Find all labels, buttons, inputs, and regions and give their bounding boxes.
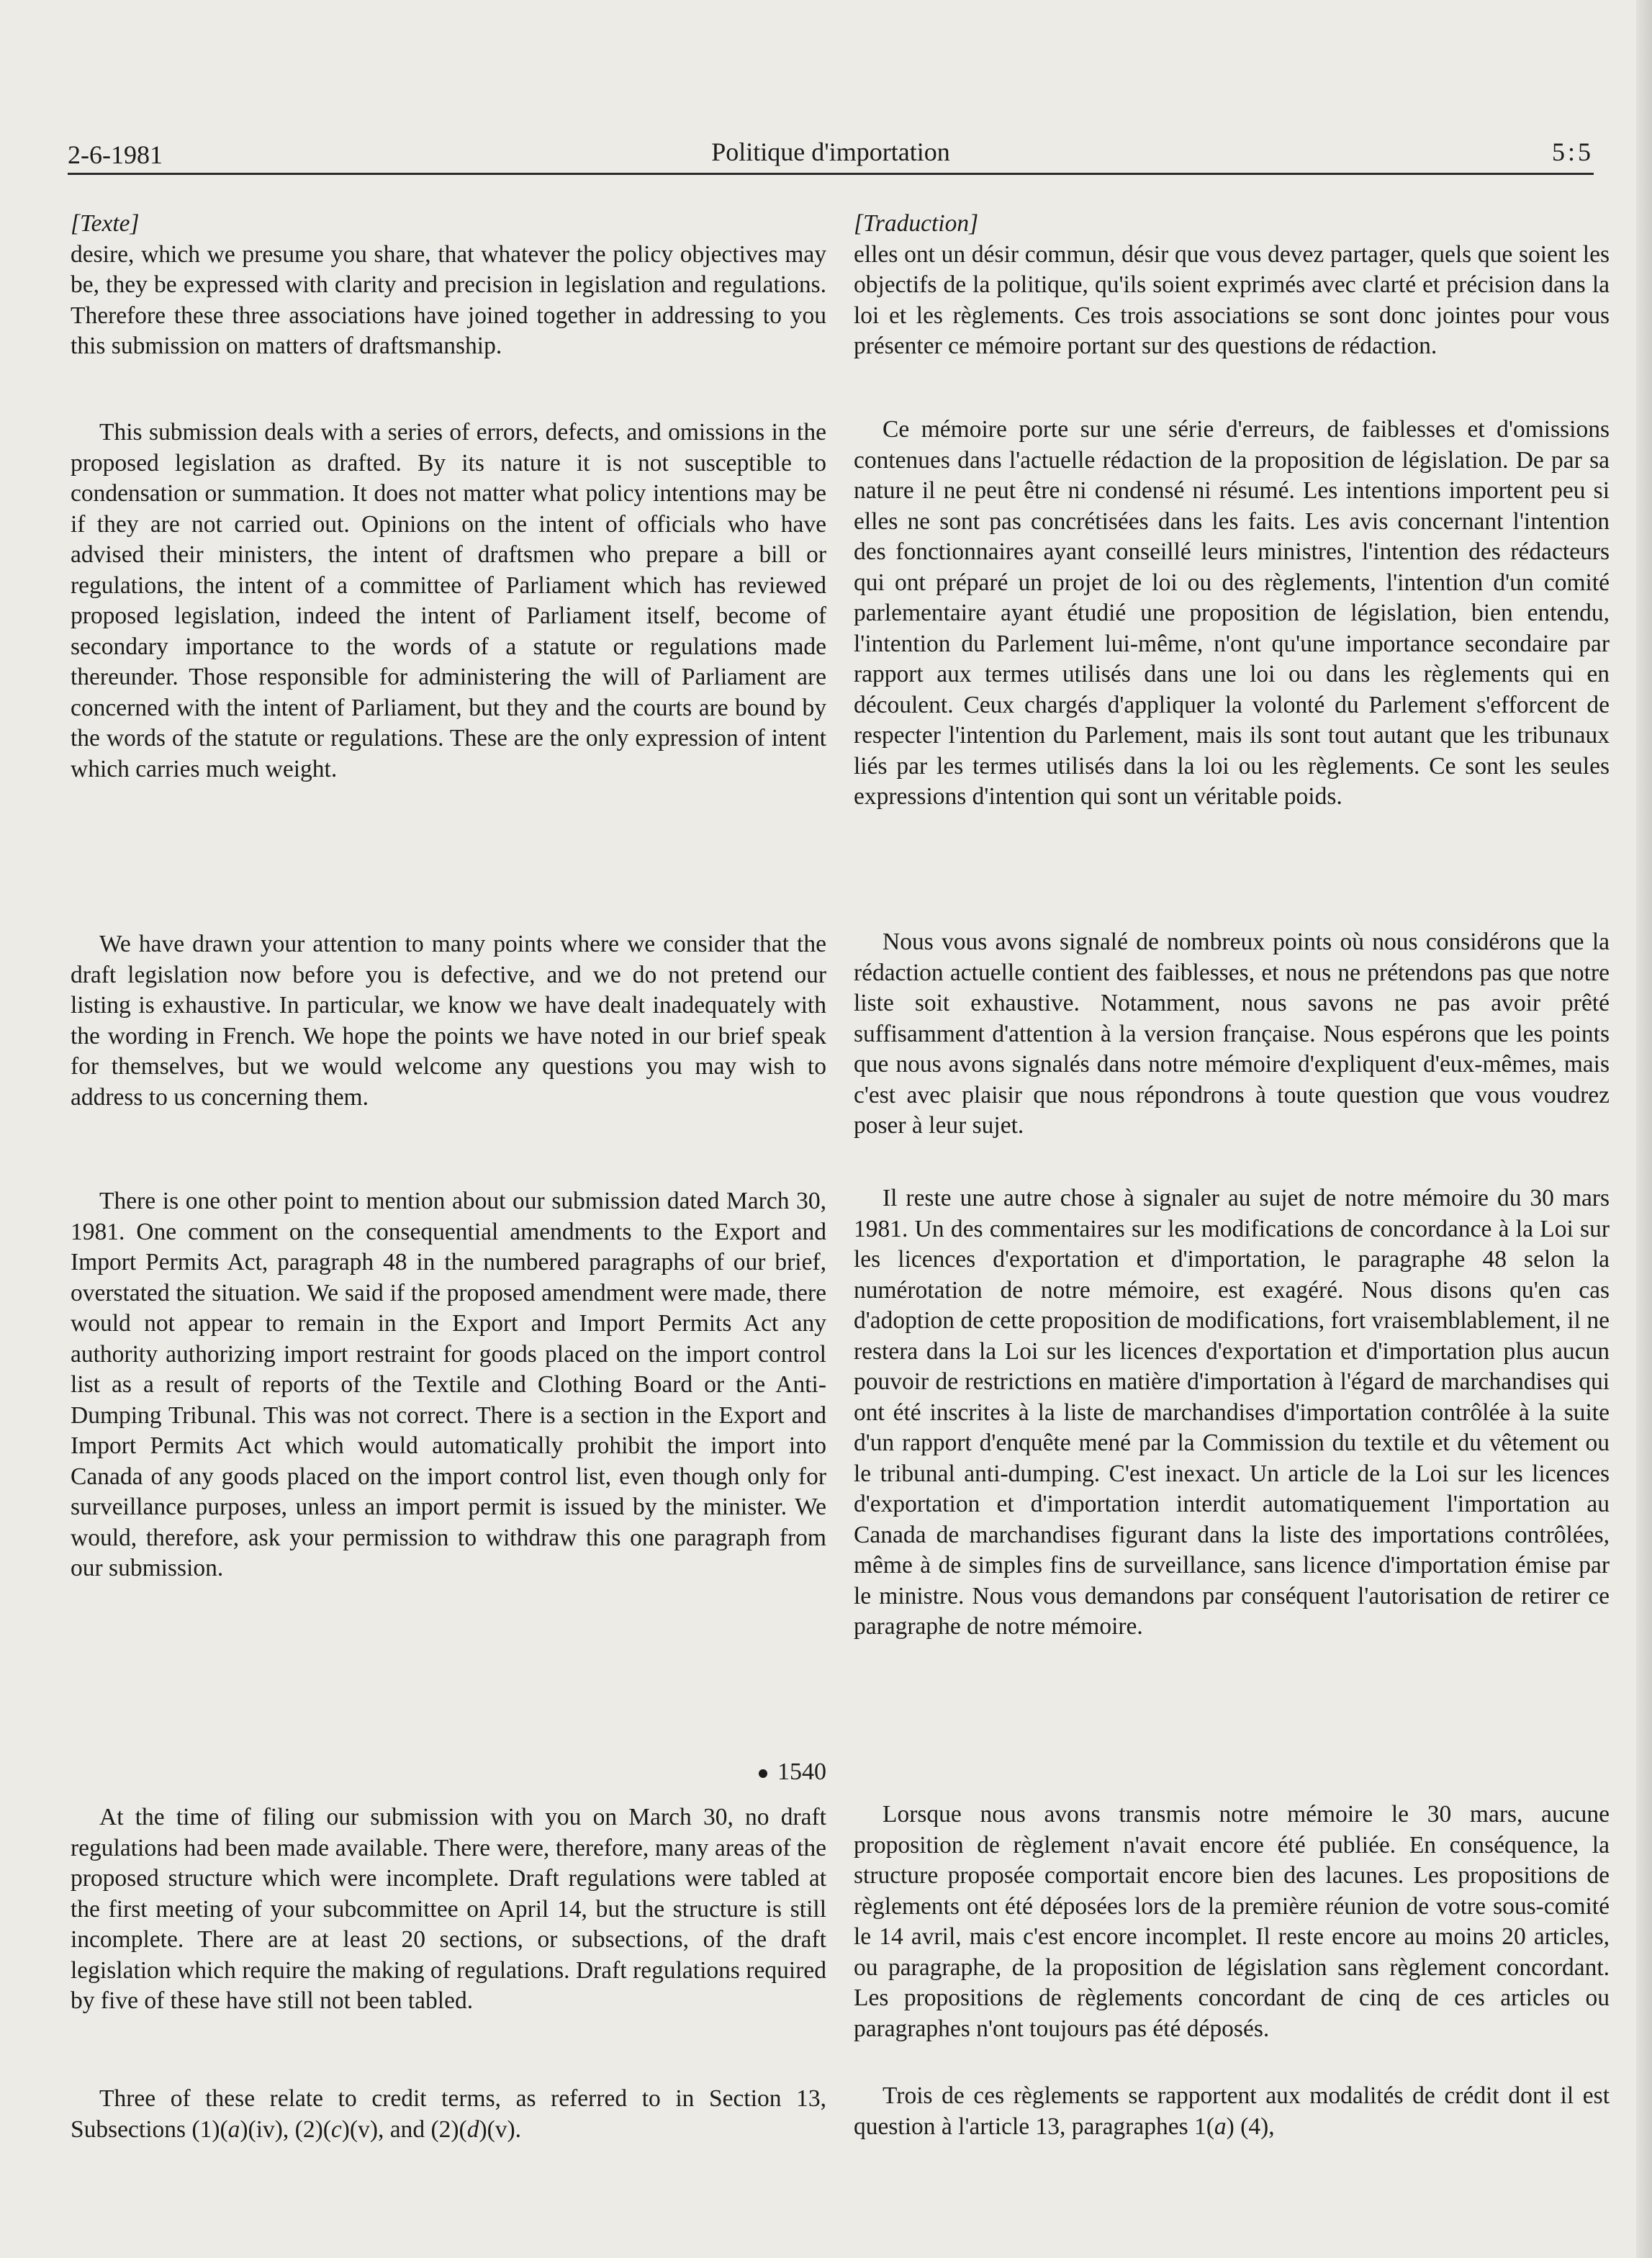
paragraph: This submission deals with a series of errors, defects, and omissions in the proposed legislation as drafted. By its nature it is not susceptible to condensation or summation. It does not matter what policy intentions may be if they are not carried out. Opinions on the intent of officials who have advised their ministers, the intent of draftsmen who prepare a bill or regulations, the intent of a committee of Parliament which has reviewed proposed legislation, indeed the intent of Parliament itself, become of secondary importance to the words of a statute or regulations made thereunder. Those responsible for administering the will of Parliament are concerned with the intent of Parliament, but they and the courts are bound by the words of the statute or regulations. These are the only expression of intent which carries much weight. <box>71 419 826 782</box>
paragraph: desire, which we presume you share, that whatever the policy objectives may be, they be expressed with clarity and precision in legislation and regulations. Therefore these three associations have joined together in addressing to you this submission on matters of draftsmanship. <box>71 240 826 359</box>
marker-number: 1540 <box>777 1758 826 1785</box>
margin-marker <box>71 1757 826 1787</box>
paragraph: At the time of filing our submission with you on March 30, no draft regulations had been made available. There were, therefore, many areas of the proposed structure which were incomplete. Draft regulations were tabled at the first meeting of your subcommittee on April 14, but the structure is still incomplete. There are at least 20 sections, or subsections, of the draft legislation which require the making of regulations. Draft regulations required by five of these have still not been tabled. <box>71 1804 826 2014</box>
page-edge <box>1636 0 1652 2258</box>
paragraph: Nous vous avons signalé de nombreux points où nous considérons que la rédaction actuelle contient des faiblesses, et nous ne prétendons pas que notre liste soit exhaustive. Notamment, nous savons ne pas avoir prêté suffisamment d'attention à la version française. Nous espérons que les points que nous avons signalés dans notre mémoire d'expliquent d'eux-mêmes, mais c'est avec plaisir que nous répondrons à toute question que vous voudrez poser à leur sujet. <box>854 929 1610 1139</box>
header-title: Politique d'importation <box>711 137 950 166</box>
paragraph: Three of these relate to credit terms, as referred to in Section 13, Subsections (1)(a)(iv), (2)(c)(v), and (2)(d)(v). <box>71 2085 826 2143</box>
paragraph: Lorsque nous avons transmis notre mémoire le 30 mars, aucune proposition de règlement n'avait encore été publiée. En conséquence, la structure proposée comportait encore bien des lacunes. Les propositions de règlements ont été déposées lors de la première réunion de votre sous-comité le 14 avril, mais c'est encore incomplet. Il reste encore au moins 20 articles, ou paragraphe, de la proposition de législation sans règlement concordant. Les propositions de règlements concordant de cinq de ces articles ou paragraphes n'ont toujours pas été déposés. <box>854 1801 1610 2042</box>
text-tag: [Texte] <box>71 210 140 237</box>
paragraph: There is one other point to mention about our submission dated March 30, 1981. One comment on the consequential amendments to the Export and Import Permits Act, paragraph 48 in the numbered paragraphs of our brief, overstated the situation. We said if the proposed amendment were made, there would not appear to remain in the Export and Import Permits Act any authority authorizing import restraint for goods placed on the import control list as a result of reports of the Textile and Clothing Board or the Anti-Dumping Tribunal. This was not correct. There is a section in the Export and Import Permits Act which would automatically prohibit the import into Canada of any goods placed on the import control list, even though only for surveillance purposes, unless an import permit is issued by the minister. We would, therefore, ask your permission to withdraw this one paragraph from our submission. <box>71 1188 826 1581</box>
header-page-number: 5:5 <box>1551 137 1594 166</box>
paragraph: Il reste une autre chose à signaler au sujet de notre mémoire du 30 mars 1981. Un des commentaires sur les modifications de concordance à la Loi sur les licences d'exportation et d'importation, le paragraphe 48 selon la numérotation de notre mémoire, est exagéré. Nous disons qu'en cas d'adoption de cette proposition de modifications, fort vraisemblablement, il ne restera dans la Loi sur les licences d'exportation et d'importation plus aucun pouvoir de restrictions en matière d'importation à l'égard de marchandises qui ont été inscrites à la liste de marchandises d'importation contrôlée à la suite d'un rapport d'enquête mené par la Commission du textile et du vêtement ou le tribunal anti-dumping. C'est inexact. Un article de la Loi sur les licences d'exportation et d'importation interdit automatiquement l'importation au Canada de marchandises figurant dans la liste des importations contrôlées, même à de simples fins de surveillance, sans licence d'importation émise par le ministre. Nous vous demandons par conséquent l'autorisation de retirer ce paragraphe de notre mémoire. <box>854 1185 1610 1640</box>
page-header <box>68 131 1594 175</box>
translation-tag: [Traduction] <box>854 210 979 237</box>
bullet-icon <box>759 1769 767 1778</box>
paragraph: Trois de ces règlements se rapportent aux modalités de crédit dont il est question à l'article 13, paragraphes 1(a) (4), <box>854 2082 1610 2140</box>
header-date: 2-6-1981 <box>68 140 163 169</box>
paragraph: Ce mémoire porte sur une série d'erreurs, de faiblesses et d'omissions contenues dans l'actuelle rédaction de la proposition de législation. De par sa nature il ne peut être ni condensé ni résumé. Les intentions importent peu si elles ne sont pas concrétisées dans les faits. Les avis concernant l'intention des fonctionnaires ayant conseillé leurs ministres, l'intention des rédacteurs qui ont préparé un projet de loi ou des règlements, l'intention d'un comité parlementaire ayant étudié une proposition de législation, bien entendu, l'intention du Parlement lui-même, n'ont qu'une importance secondaire par rapport aux termes utilisés dans une loi ou dans les règlements qui en découlent. Ceux chargés d'appliquer la volonté du Parlement s'efforcent de respecter l'intention du Parlement, mais ils sont tout autant que les tribunaux liés par les termes utilisés dans la loi ou les règlements. Ce sont les seules expressions d'intention qui sont un véritable poids. <box>854 416 1610 810</box>
paragraph: We have drawn your attention to many points where we consider that the draft legislation now before you is defective, and we do not pretend our listing is exhaustive. In particular, we know we have dealt inadequately with the wording in French. We hope the points we have noted in our brief speak for themselves, but we would welcome any questions you may wish to address to us concerning them. <box>71 931 826 1111</box>
paragraph: elles ont un désir commun, désir que vous devez partager, quels que soient les objectifs de la politique, qu'ils soient exprimés avec clarté et précision dans la loi et les règlements. Ces trois associations se sont donc jointes pour vous présenter ce mémoire portant sur des questions de rédaction. <box>854 240 1610 359</box>
